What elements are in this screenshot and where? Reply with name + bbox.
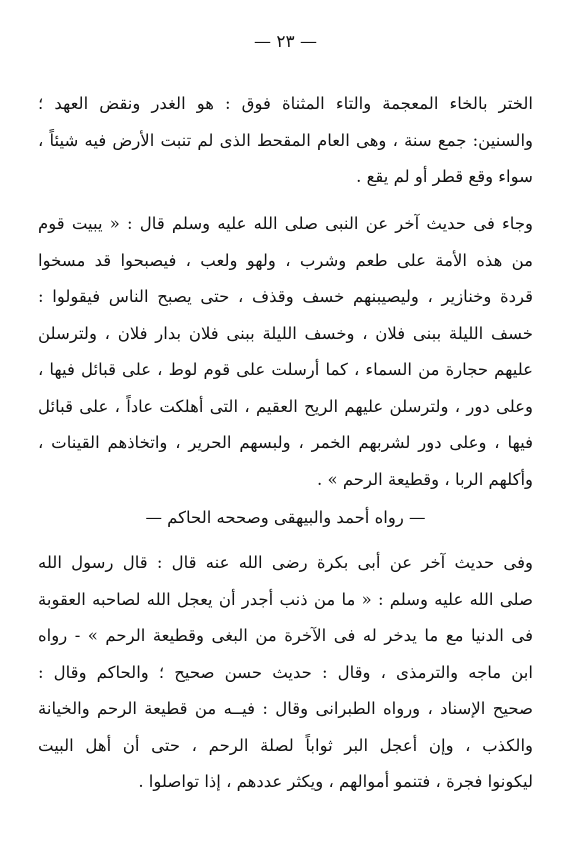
- text-line: وعلى دور ، ولترسلن عليهم الريح العقيم ، التى أهلكت عاداً ، على قبائل: [38, 396, 533, 416]
- text-line: وجاء فى حديث آخر عن النبى صلى الله عليه وسلم قال : « يبيت قوم: [38, 214, 533, 233]
- paragraph-hadith-2: [38, 545, 533, 801]
- text-line: الختر بالخاء المعجمة والتاء المثناة فوق : هو الغدر ونقض العهد ؛: [38, 94, 533, 113]
- paragraph-definitions: [38, 86, 533, 196]
- paragraph-hadith-1: [38, 206, 533, 498]
- page-number: — ٢٣ —: [253, 32, 318, 52]
- text-line: فى الدنيا مع ما يدخر له فى الآخرة من البغى وقطيعة الرحم » - رواه: [38, 626, 533, 645]
- text-line: عليهم حجارة من السماء ، كما أرسلت على قوم لوط ، على قبائل فيها ،: [38, 360, 533, 379]
- text-line: سواء وقع قطر أو لم يقع .: [356, 167, 533, 186]
- text-line: والسنين: جمع سنة ، وهى العام المقحط الذى لم تنبت الأرض فيه شيئاً ،: [38, 130, 533, 150]
- text-line: خسف الليلة ببنى فلان ، وخسف الليلة ببنى فلان بدار فلان ، ولترسلن: [38, 323, 533, 343]
- text-line: وأكلهم الربا ، وقطيعة الرحم » .: [317, 469, 533, 489]
- text-line: ليكونوا فجرة ، فتنمو أموالهم ، ويكثر عددهم ، إذا تواصلوا .: [138, 772, 533, 791]
- text-line: ابن ماجه والترمذى ، وقال : حديث حسن صحيح ؛ والحاكم وقال :: [38, 662, 533, 682]
- text-line: فيها ، وعلى دور لشربهم الخمر ، ولبسهم الحرير ، واتخاذهم القينات ،: [38, 433, 533, 452]
- text-line: والكذب ، وإن أعجل البر ثواباً لصلة الرحم ، حتى أن أهل البيت: [38, 735, 533, 755]
- text-line: صلى الله عليه وسلم : « ما من ذنب أجدر أن يعجل الله لصاحبه العقوبة: [38, 589, 533, 609]
- text-line: صحيح الإسناد ، ورواه الطبرانى وقال : فيــه من قطيعة الرحم والخيانة: [38, 699, 533, 718]
- hadith-citation: — رواه أحمد والبيهقى وصححه الحاكم —: [145, 508, 426, 527]
- text-line: وفى حديث آخر عن أبى بكرة رضى الله عنه قال : قال رسول الله: [38, 553, 533, 572]
- text-line: من هذه الأمة على طعم وشرب ، ولهو ولعب ، فيصبحوا قد مسخوا: [38, 250, 533, 270]
- text-line: قردة وخنازير ، وليصيبنهم خسف وقذف ، حتى يصبح الناس فيقولوا :: [38, 287, 533, 306]
